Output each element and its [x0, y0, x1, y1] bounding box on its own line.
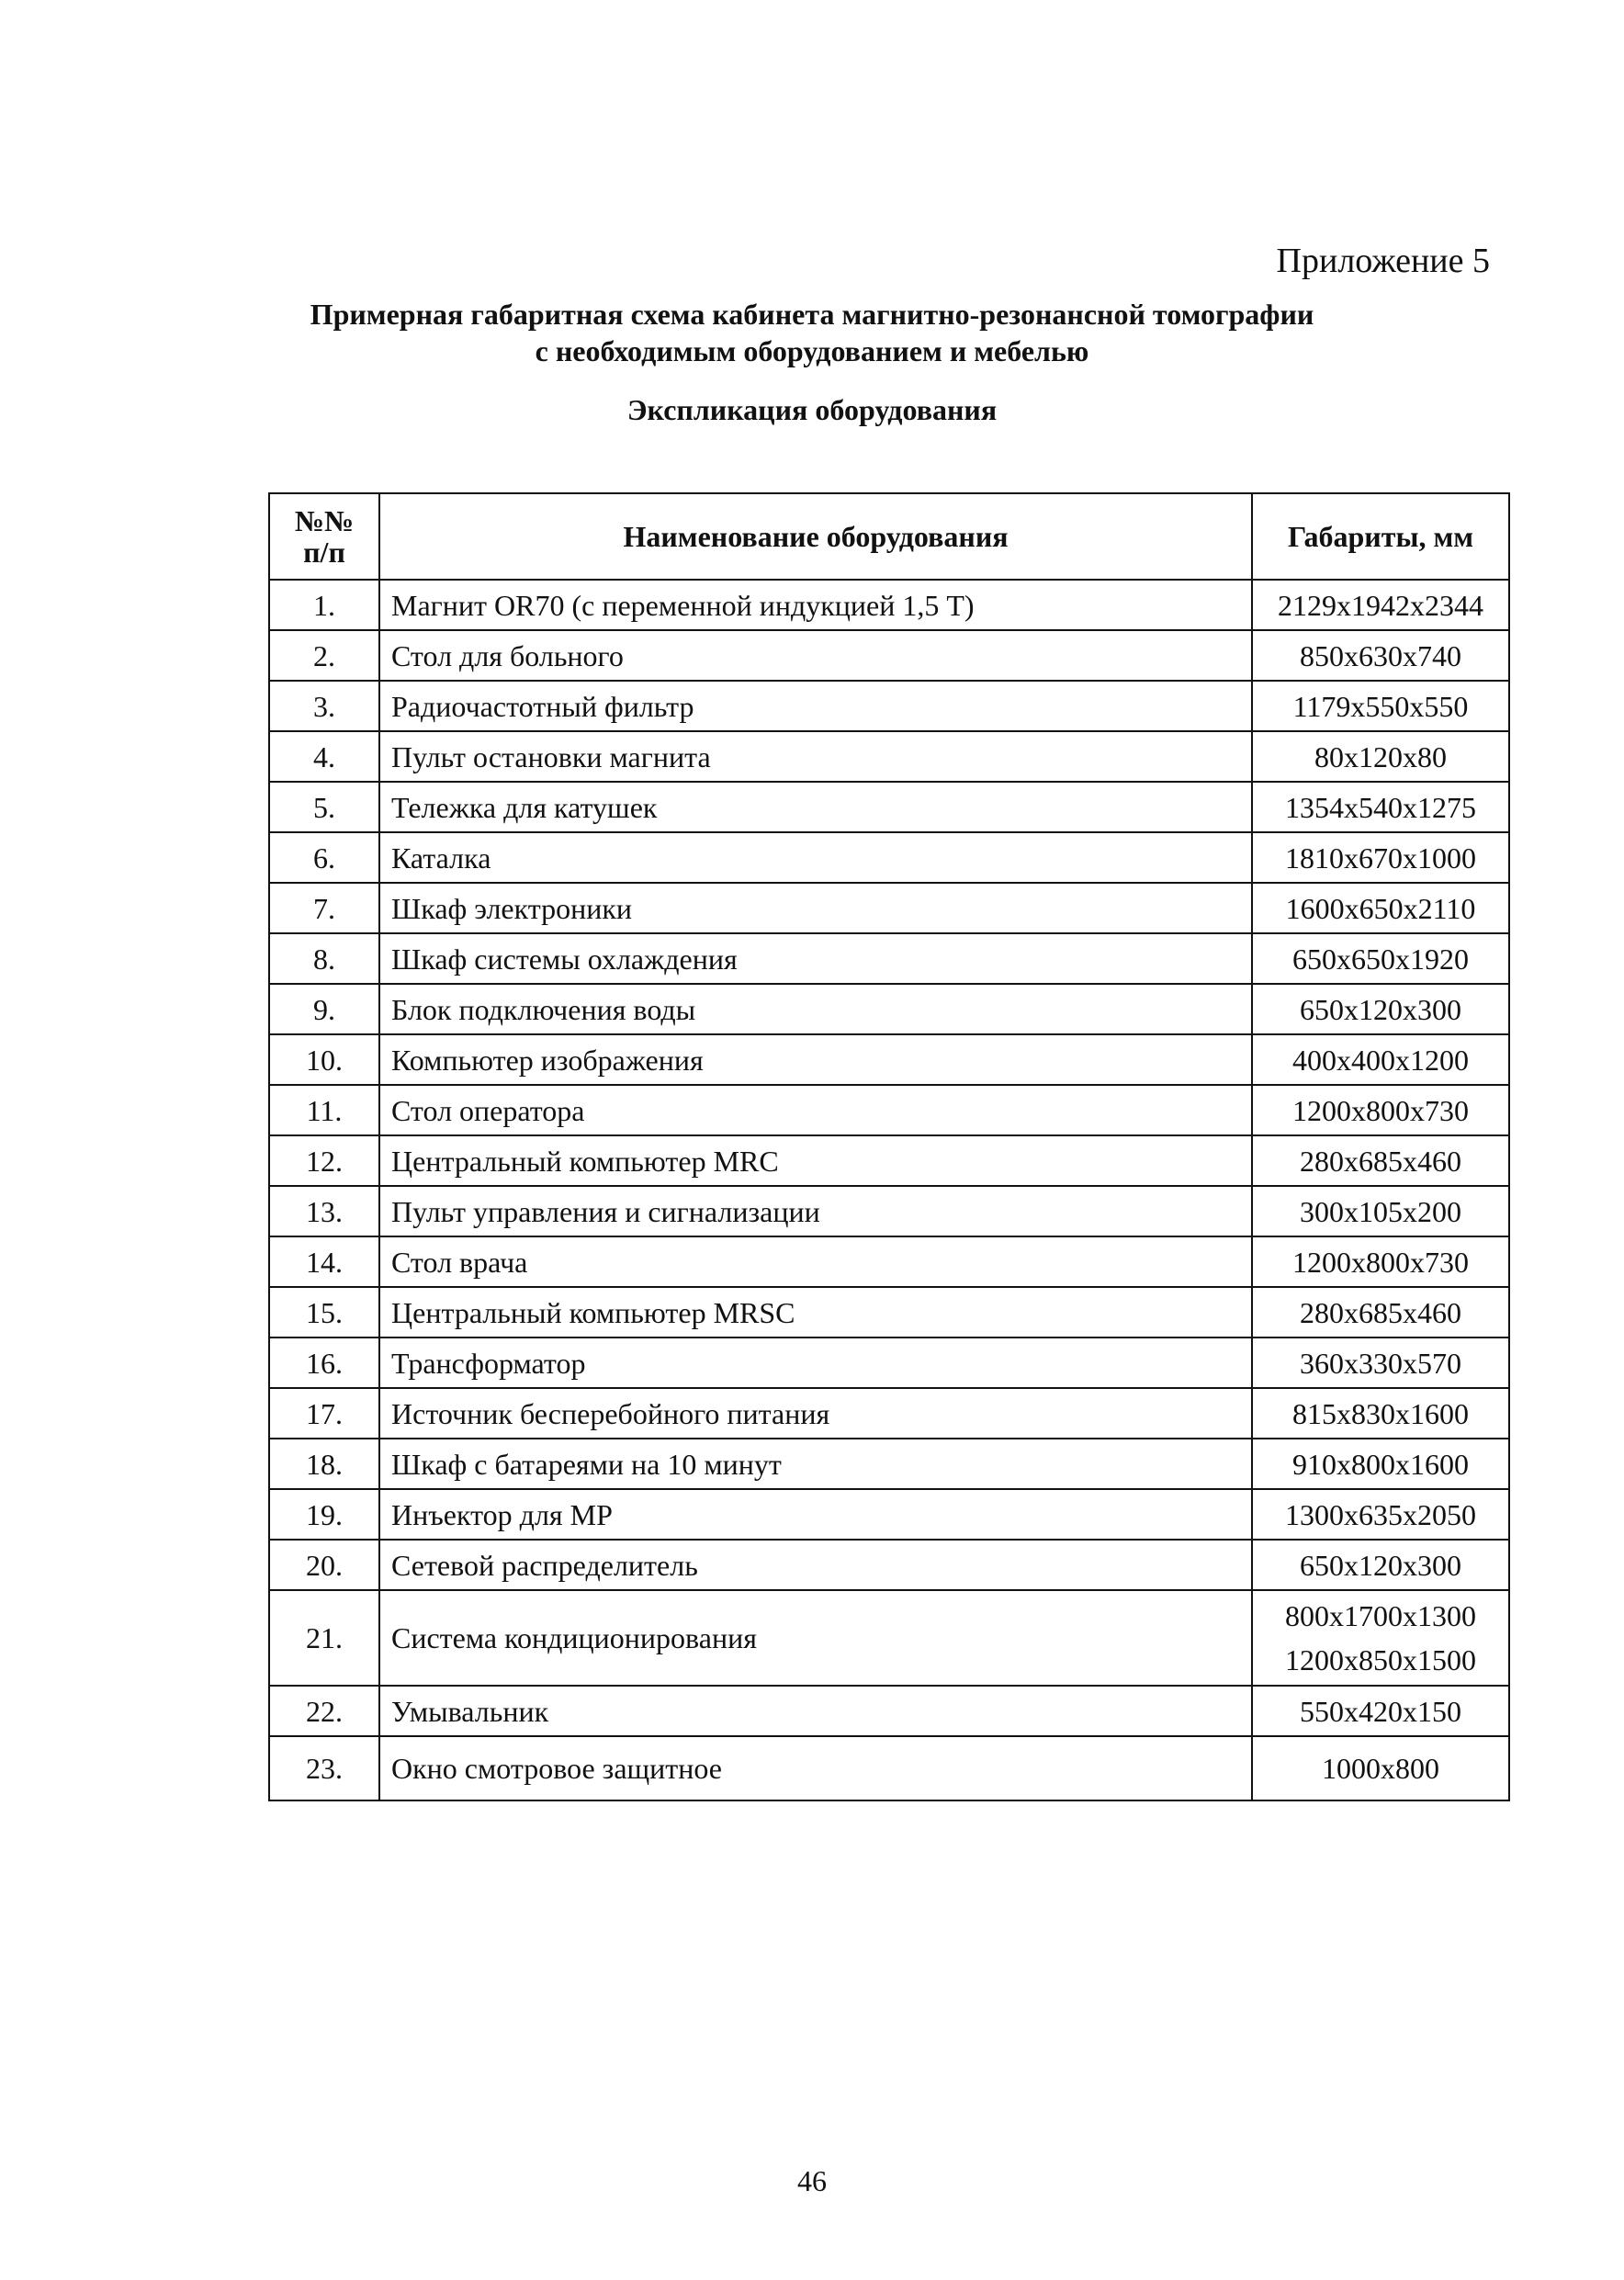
row-number: 17.	[269, 1388, 379, 1439]
row-dimensions: 650x120x300	[1252, 1540, 1509, 1590]
table-row	[269, 630, 1509, 681]
row-name: Стол оператора	[379, 1085, 1252, 1135]
row-name: Шкаф с батареями на 10 минут	[379, 1439, 1252, 1489]
row-dimensions: 650x650x1920	[1252, 933, 1509, 984]
row-number: 22.	[269, 1686, 379, 1736]
row-name: Пульт управления и сигнализации	[379, 1186, 1252, 1236]
row-number: 1.	[269, 580, 379, 630]
header-dimensions: Габариты, мм	[1252, 493, 1509, 580]
table-row	[269, 1439, 1509, 1489]
row-name: Трансформатор	[379, 1338, 1252, 1388]
document-title	[0, 296, 1624, 369]
row-number: 8.	[269, 933, 379, 984]
row-dimensions: 2129x1942x2344	[1252, 580, 1509, 630]
row-name: Окно смотровое защитное	[379, 1736, 1252, 1800]
row-name: Источник бесперебойного питания	[379, 1388, 1252, 1439]
table-row	[269, 580, 1509, 630]
row-number: 3.	[269, 681, 379, 731]
row-number: 19.	[269, 1489, 379, 1540]
row-dimensions: 280x685x460	[1252, 1135, 1509, 1186]
row-dimensions: 1810x670x1000	[1252, 832, 1509, 883]
title-line-1: Примерная габаритная схема кабинета магнитно-резонансной томографии	[310, 298, 1314, 331]
table-row	[269, 1736, 1509, 1800]
row-dimensions: 80x120x80	[1252, 731, 1509, 782]
table-row	[269, 933, 1509, 984]
table-row	[269, 731, 1509, 782]
table-row	[269, 1686, 1509, 1736]
table-row	[269, 1388, 1509, 1439]
row-name: Магнит OR70 (с переменной индукцией 1,5 Т)	[379, 580, 1252, 630]
row-number: 18.	[269, 1439, 379, 1489]
row-number: 13.	[269, 1186, 379, 1236]
row-number: 10.	[269, 1034, 379, 1085]
table-row	[269, 681, 1509, 731]
row-name: Шкаф системы охлаждения	[379, 933, 1252, 984]
table-header-row	[269, 493, 1509, 580]
row-dimensions: 400x400x1200	[1252, 1034, 1509, 1085]
row-number: 6.	[269, 832, 379, 883]
table-row	[269, 1287, 1509, 1338]
row-name: Компьютер изображения	[379, 1034, 1252, 1085]
table-row	[269, 1034, 1509, 1085]
row-name: Стол врача	[379, 1236, 1252, 1287]
row-dimensions: 850x630x740	[1252, 630, 1509, 681]
row-number: 11.	[269, 1085, 379, 1135]
row-name: Сетевой распределитель	[379, 1540, 1252, 1590]
row-name: Радиочастотный фильтр	[379, 681, 1252, 731]
row-number: 15.	[269, 1287, 379, 1338]
row-dimensions: 1179x550x550	[1252, 681, 1509, 731]
row-number: 21.	[269, 1590, 379, 1686]
header-number	[269, 493, 379, 580]
row-name: Блок подключения воды	[379, 984, 1252, 1034]
row-number: 5.	[269, 782, 379, 832]
table-row	[269, 1236, 1509, 1287]
document-subtitle: Экспликация оборудования	[626, 393, 998, 426]
row-name: Пульт остановки магнита	[379, 731, 1252, 782]
row-name: Центральный компьютер MRSC	[379, 1287, 1252, 1338]
row-dimensions: 360x330x570	[1252, 1338, 1509, 1388]
row-dimensions: 650x120x300	[1252, 984, 1509, 1034]
row-dimensions: 1000x800	[1252, 1736, 1509, 1800]
equipment-table	[268, 492, 1510, 1801]
row-number: 9.	[269, 984, 379, 1034]
header-name: Наименование оборудования	[379, 493, 1252, 580]
row-name: Инъектор для МР	[379, 1489, 1252, 1540]
row-number: 7.	[269, 883, 379, 933]
row-name: Шкаф электроники	[379, 883, 1252, 933]
row-dimensions: 550x420x150	[1252, 1686, 1509, 1736]
row-name: Центральный компьютер MRC	[379, 1135, 1252, 1186]
row-number: 20.	[269, 1540, 379, 1590]
row-number: 12.	[269, 1135, 379, 1186]
title-line-2: с необходимым оборудованием и мебелью	[535, 334, 1089, 367]
row-number: 23.	[269, 1736, 379, 1800]
row-dimensions	[1252, 1590, 1509, 1686]
row-dimensions-option-1: 800x1700x1300	[1285, 1599, 1476, 1632]
row-dimensions: 300x105x200	[1252, 1186, 1509, 1236]
row-number: 14.	[269, 1236, 379, 1287]
row-dimensions: 910x800x1600	[1252, 1439, 1509, 1489]
table-row	[269, 1085, 1509, 1135]
table-row	[269, 984, 1509, 1034]
row-dimensions: 815x830x1600	[1252, 1388, 1509, 1439]
table-row	[269, 1135, 1509, 1186]
appendix-label: Приложение 5	[1276, 242, 1490, 280]
header-number-line-1: №№	[294, 504, 355, 537]
page-number: 46	[797, 2164, 827, 2197]
row-number: 4.	[269, 731, 379, 782]
table-row	[269, 1590, 1509, 1686]
row-number: 16.	[269, 1338, 379, 1388]
table-row	[269, 1540, 1509, 1590]
header-number-line-2: п/п	[303, 536, 345, 569]
table-row	[269, 832, 1509, 883]
row-number: 2.	[269, 630, 379, 681]
row-dimensions: 280x685x460	[1252, 1287, 1509, 1338]
row-dimensions: 1300x635x2050	[1252, 1489, 1509, 1540]
row-dimensions: 1200x800x730	[1252, 1085, 1509, 1135]
table-row	[269, 1489, 1509, 1540]
row-name: Умывальник	[379, 1686, 1252, 1736]
row-name: Каталка	[379, 832, 1252, 883]
row-dimensions: 1354x540x1275	[1252, 782, 1509, 832]
row-name: Система кондиционирования	[379, 1590, 1252, 1686]
row-name: Тележка для катушек	[379, 782, 1252, 832]
row-dimensions: 1200x800x730	[1252, 1236, 1509, 1287]
row-dimensions: 1600x650x2110	[1252, 883, 1509, 933]
table-row	[269, 782, 1509, 832]
table-row	[269, 883, 1509, 933]
row-dimensions-option-2: 1200x850x1500	[1285, 1643, 1476, 1676]
table-row	[269, 1338, 1509, 1388]
row-name: Стол для больного	[379, 630, 1252, 681]
table-row	[269, 1186, 1509, 1236]
